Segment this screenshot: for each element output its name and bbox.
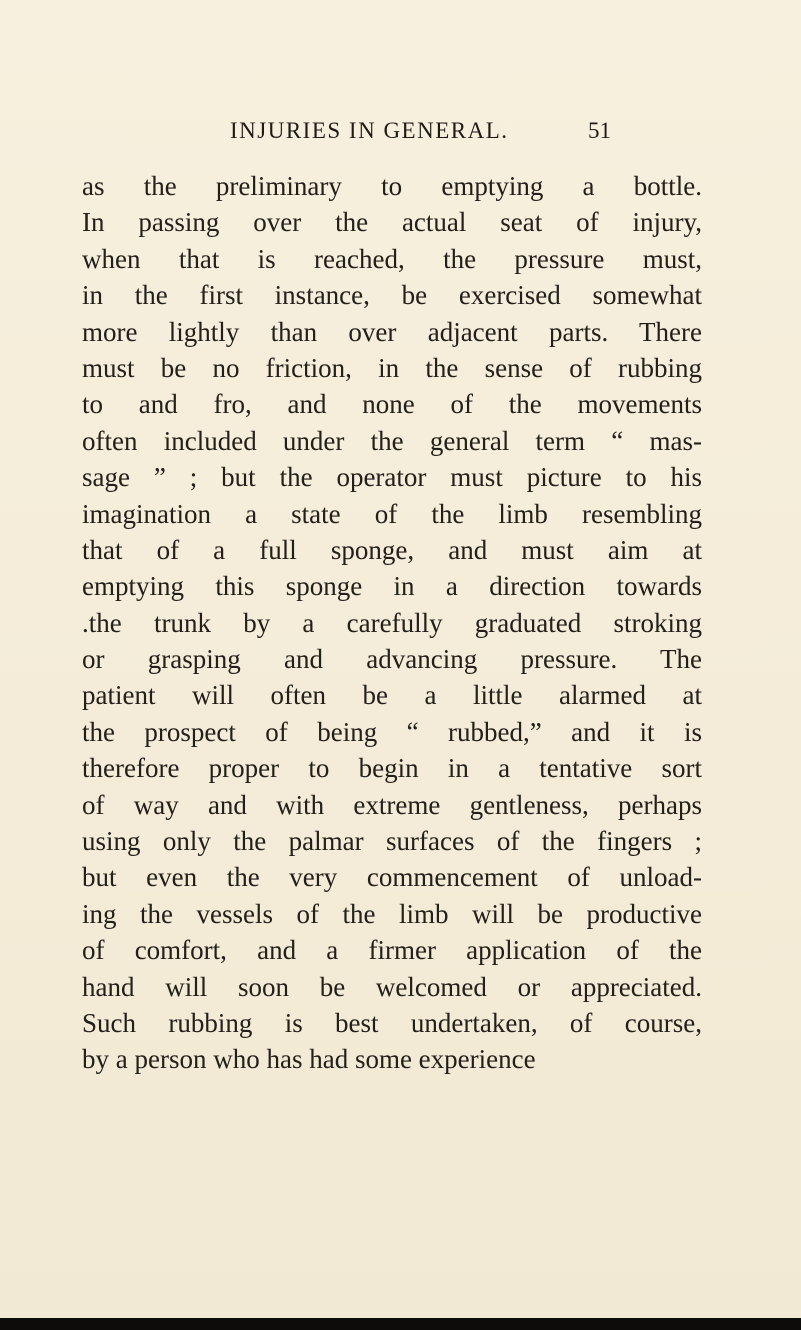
text-line: often included under the general term “ mas- [82, 425, 702, 456]
body-text [82, 168, 702, 1078]
text-line: hand will soon be welcomed or appreciated. [82, 971, 702, 1002]
text-line: as the preliminary to emptying a bottle. [82, 171, 702, 201]
text-line: must be no friction, in the sense of rubbing [82, 352, 702, 383]
text-line: Such rubbing is best undertaken, of course, [82, 1007, 702, 1038]
text-line: ing the vessels of the limb will be productive [82, 898, 702, 929]
text-line: that of a full sponge, and must aim at [82, 534, 702, 565]
text-line: sage ” ; but the operator must picture to his [82, 462, 702, 493]
text-line: in the first instance, be exercised somewhat [82, 280, 702, 311]
text-line: the prospect of being “ rubbed,” and it is [82, 716, 702, 747]
text-line: of comfort, and a firmer application of the [82, 935, 702, 966]
text-line: when that is reached, the pressure must, [82, 243, 702, 274]
text-line: to and fro, and none of the movements [82, 389, 702, 420]
page-number: 51 [588, 118, 611, 143]
text-line: of way and with extreme gentleness, perhaps [82, 789, 702, 820]
text-line: imagination a state of the limb resembling [82, 498, 702, 529]
bottom-scan-edge [0, 1318, 801, 1330]
text-line: In passing over the actual seat of injury, [82, 207, 702, 238]
text-line: by a person who has had some experience [82, 1044, 536, 1075]
text-line: patient will often be a little alarmed at [82, 680, 702, 711]
text-line: but even the very commencement of unload- [82, 862, 702, 893]
running-head [0, 118, 801, 148]
text-line: more lightly than over adjacent parts. There [82, 316, 702, 347]
text-line: or grasping and advancing pressure. The [82, 644, 702, 675]
running-title: INJURIES IN GENERAL. [230, 118, 509, 143]
text-line: therefore proper to begin in a tentative sort [82, 753, 702, 784]
text-line: using only the palmar surfaces of the fingers ; [82, 826, 702, 857]
text-line: .the trunk by a carefully graduated stroking [82, 607, 702, 638]
text-line: emptying this sponge in a direction towards [82, 571, 702, 602]
